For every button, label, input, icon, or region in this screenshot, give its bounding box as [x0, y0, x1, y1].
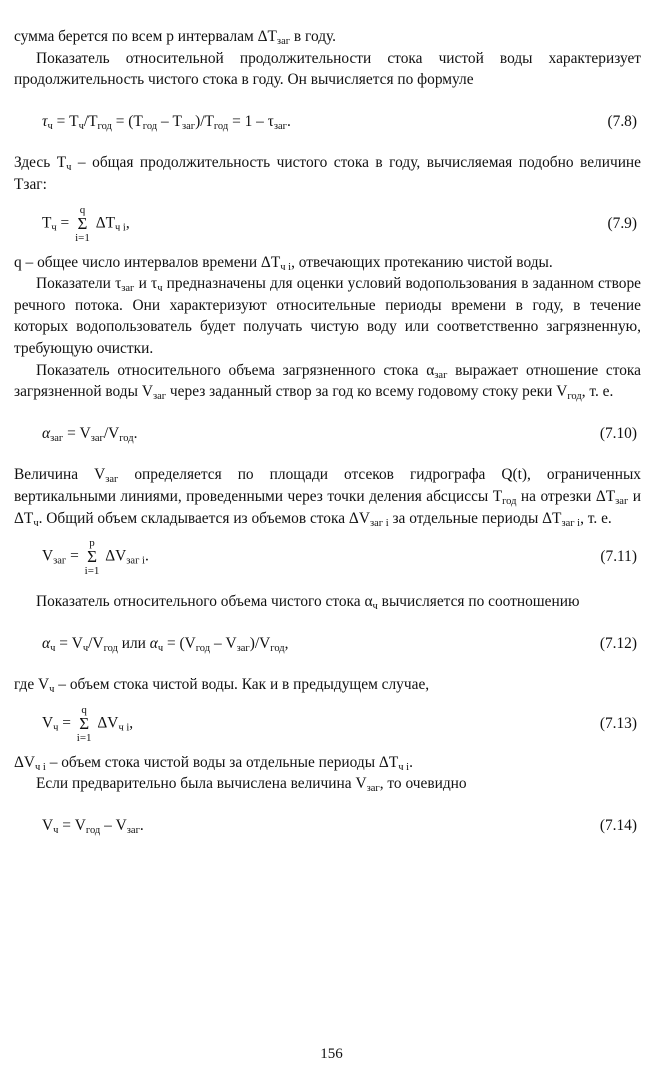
paragraph-dvch: $\Delta V_{ч i}$ – объем стока чистой воды за отдельные периоды $\Delta T_{ч i}$.: [14, 753, 413, 773]
text: сумма берется по всем р интервалам ΔT: [14, 28, 277, 45]
paragraph-q: q – общее число интервалов времени $\Delta T_{ч i}$, отвечающих протеканию чистой воды.: [14, 253, 553, 273]
equation-number: (7.8): [607, 112, 637, 130]
equation-body: $T_ч$ = q Σ i=1 $\Delta T_{ч i}$,: [42, 203, 130, 244]
paragraph-duration: Показатель относительной продолжительности стока чистой воды характеризует продолжительность чистого стока в году. Он вычисляется по формуле: [14, 49, 641, 89]
equation-7-11: [14, 537, 641, 577]
equation-body: $\alpha_{заг} = V_{заг}/V_{год}$.: [42, 424, 138, 444]
paragraph-tch: Здесь $T_ч$ – общая продолжительность чистого стока в году, вычисляемая подобно величине Tзаг:: [14, 154, 641, 193]
paragraph-vzag: Величина $V_{заг}$ определяется по площади отсеков гидрографа Q(t), ограниченных вертикальными линиями, проведенными через точки деления абсциссы $T_{год}$ на отрезки $\Delta T_{заг}$ и $\Delta T_ч$. Общий объем складывается из объемов стока $\Delta V_{заг i}$ за отдельные периоды $\Delta T_{заг i}$, т. е.: [14, 466, 641, 529]
equation-7-10: [14, 423, 641, 445]
text: в году.: [290, 28, 337, 45]
equation-number: (7.14): [599, 817, 637, 835]
equation-body: $V_ч$ = q Σ i=1 $\Delta V_{ч i}$,: [42, 703, 134, 744]
paragraph-indicators: Показатели $\tau_{заг}$ и $\tau_ч$ предназначены для оценки условий водопользования в заданном створе речного потока. Они характеризуют относительные периоды времени в году, в течение которых водопользователь будет получать чистую воду или соответственно загрязненную, требующую очистки.: [14, 275, 641, 357]
equation-number: (7.10): [599, 424, 637, 442]
equation-body: $\alpha_ч = V_ч/V_{год}$ или $\alpha_ч = (V_{год} - V_{заг})/V_{год}$,: [42, 634, 289, 654]
page-number: 156: [320, 1046, 343, 1062]
sum-operator: q Σ i=1: [76, 703, 92, 744]
equation-7-14: [14, 815, 641, 837]
equation-body: $V_ч = V_{год} - V_{заг}$.: [42, 817, 144, 837]
paragraph-volume-clean: Показатель относительного объема чистого стока $\alpha_ч$ вычисляется по соотношению: [36, 593, 580, 613]
equation-number: (7.12): [599, 634, 637, 652]
equation-7-8: [14, 111, 641, 133]
subscript: заг: [276, 36, 291, 47]
equation-body: $\tau_ч = T_ч/T_{год} = (T_{год} - T_{заг})/T_{год} = 1 - \tau_{заг}$.: [42, 112, 291, 132]
sum-operator: p Σ i=1: [84, 537, 100, 578]
equation-body: $V_{заг}$ = p Σ i=1 $\Delta V_{заг i}$.: [42, 537, 149, 578]
equation-7-9: [14, 204, 641, 244]
equation-7-12: [14, 633, 641, 655]
paragraph-if: Если предварительно была вычислена величина $V_{заг}$, то очевидно: [36, 775, 467, 795]
text-line-1: [14, 26, 641, 48]
equation-number: (7.9): [607, 214, 637, 232]
sum-operator: q Σ i=1: [75, 203, 90, 244]
paragraph-volume-polluted: Показатель относительного объема загрязненного стока $\alpha_{заг}$ выражает отношение стока загрязненной воды $V_{заг}$ через заданный створ за год ко всему годовому стоку реки $V_{год}$, т. е.: [14, 361, 642, 403]
equation-7-13: [14, 704, 641, 744]
equation-number: (7.13): [599, 715, 637, 733]
equation-number: (7.11): [600, 548, 637, 566]
paragraph-vch: где $V_ч$ – объем стока чистой воды. Как и в предыдущем случае,: [14, 676, 430, 696]
